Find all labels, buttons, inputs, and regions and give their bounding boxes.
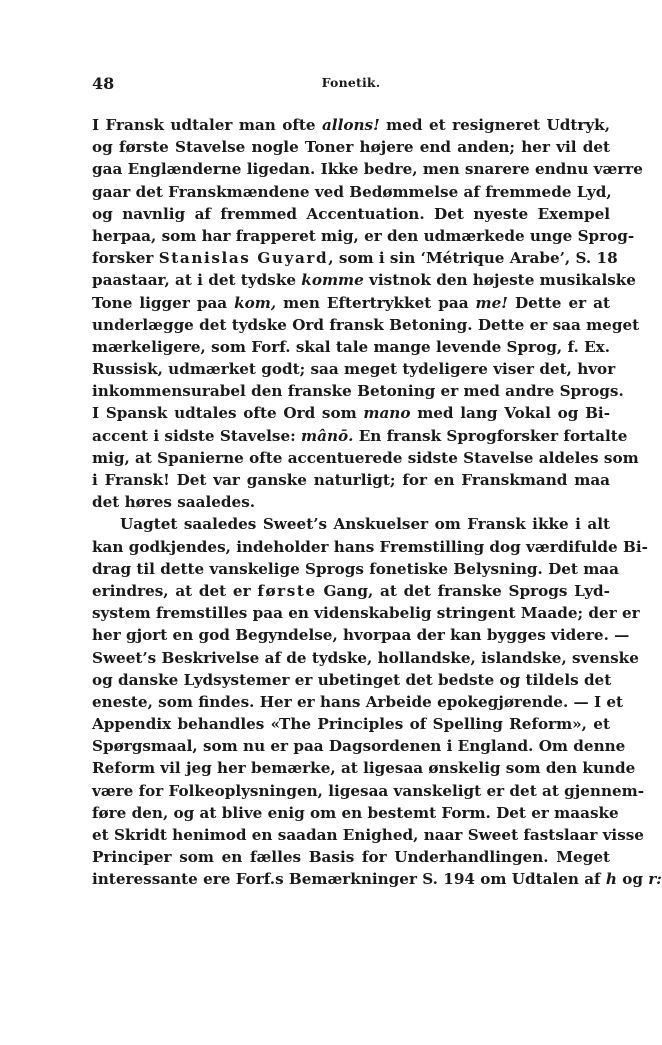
text-line (92, 735, 626, 757)
text-segment: det høres saaledes. (92, 493, 256, 512)
text-segment: og første Stavelse nogle Toner højere end anden; her vil det (92, 138, 610, 157)
text-segment: med lang Vokal og Bi- (410, 404, 610, 423)
paragraph (92, 114, 643, 513)
text-segment: gaa Englænderne ligedan. Ikke bedre, men snarere endnu værre (92, 160, 643, 179)
text-line (92, 402, 610, 424)
text-segment: gaar det Franskmændene ved Bedømmelse af fremmede Lyd, (92, 182, 612, 201)
text-line (92, 580, 610, 602)
text-segment: I Fransk udtaler man ofte (92, 116, 322, 134)
text-segment: herpaa, som har frapperet mig, er den udmærkede unge Sprog- (92, 226, 635, 245)
text-line (92, 425, 628, 447)
italic-text: h (605, 870, 617, 889)
text-segment: system fremstilles paa en videnskabelig stringent Maade; der er (92, 604, 640, 623)
text-line (92, 602, 640, 624)
text-line (92, 780, 645, 802)
text-segment: Reform vil jeg her bemærke, at ligesaa ønskelig som den kunde (92, 759, 636, 778)
text-segment: med et resigneret Udtryk, (379, 116, 610, 134)
text-segment: inkommensurabel den franske Betoning er med andre Sprogs. (92, 382, 624, 401)
italic-text: r: (648, 870, 662, 889)
text-segment: men Eftertrykket paa (276, 293, 476, 312)
text-line (92, 846, 610, 868)
running-title: Fonetik. (321, 75, 381, 90)
text-segment: Appendix behandles «The Principles of Spelling Reform», et (92, 715, 610, 734)
text-segment: drag til dette vanskelige Sprogs fonetiske Belysning. Det maa (92, 559, 619, 578)
text-line (92, 269, 636, 291)
text-line (92, 513, 610, 535)
text-line (92, 691, 624, 713)
spaced-text: første (257, 581, 317, 600)
paragraph (92, 513, 662, 890)
italic-text: mânō. (301, 426, 354, 445)
text-line (92, 114, 610, 136)
italic-text: kom, (234, 293, 277, 312)
text-line (92, 802, 619, 824)
body-text (92, 114, 662, 891)
page-number: 48 (92, 74, 115, 93)
text-segment: Spørgsmaal, som nu er paa Dagsordenen i England. Om denne (92, 737, 626, 756)
text-segment: paastaar, at i det tydske (92, 271, 302, 290)
text-segment: , som i sin ‘Métrique Arabe’, S. 18 (328, 249, 618, 268)
text-segment: her gjort en god Begyndelse, hvorpaa der kan bygges videre. — (92, 626, 630, 645)
text-segment: eneste, som findes. Her er hans Arbeide epokegjørende. — I et (92, 692, 624, 711)
text-segment: interessante ere Forf.s Bemærkninger S. 194 om Udtalen af (92, 870, 606, 889)
text-segment: Gang, at det franske Sprogs Lyd- (316, 581, 610, 600)
text-segment: Sweet’s Beskrivelse af de tydske, hollandske, islandske, svenske (92, 648, 639, 667)
text-line (92, 358, 616, 380)
text-segment: accent i sidste Stavelse: (92, 426, 302, 445)
text-segment: og navnlig af fremmed Accentuation. Det nyeste Exempel (92, 204, 610, 223)
text-segment: mig, at Spanierne ofte accentuerede sidste Stavelse aldeles som (92, 448, 639, 467)
text-line (92, 558, 619, 580)
text-line (92, 181, 610, 203)
text-line (92, 469, 610, 491)
text-line (92, 624, 630, 646)
text-line (92, 647, 639, 669)
italic-text: me! (475, 293, 508, 312)
text-line (92, 292, 610, 314)
text-line (92, 536, 648, 558)
italic-text: mano (363, 404, 411, 423)
text-line (92, 447, 639, 469)
spaced-text: Stanislas Guyard (158, 249, 329, 268)
text-line (92, 380, 624, 402)
text-segment: Tone ligger paa (92, 293, 235, 312)
text-segment: et Skridt henimod en saadan Enighed, naar Sweet fastslaar visse (92, 826, 644, 844)
text-segment: og danske Lydsystemer er ubetinget det bedste og tildels det (92, 670, 612, 689)
text-segment: være for Folkeoplysningen, ligesaa vanskeligt er det at gjennem- (92, 781, 645, 800)
text-line (92, 158, 643, 180)
text-line (92, 336, 610, 358)
text-segment: vistnok den højeste musikalske (363, 271, 636, 290)
text-line (92, 491, 610, 513)
text-line (92, 824, 644, 846)
text-segment: En fransk Sprogforsker fortalte (353, 426, 628, 445)
text-line (92, 203, 610, 225)
text-segment: Principer som en fælles Basis for Underhandlingen. Meget (92, 848, 610, 867)
text-segment: Dette er at (507, 293, 610, 312)
text-line (92, 669, 610, 691)
page-header (92, 74, 610, 98)
text-segment: i Fransk! Det var ganske naturligt; for en Franskmand maa (92, 471, 610, 489)
text-segment: og (616, 870, 649, 889)
text-line (92, 868, 662, 890)
text-segment: underlægge det tydske Ord fransk Betoning. Dette er saa meget (92, 315, 640, 334)
text-segment: føre den, og at blive enig om en bestemt Form. Det er maaske (92, 803, 619, 822)
text-segment: mærkeligere, som Forf. skal tale mange levende Sprog, f. Ex. (92, 337, 610, 356)
text-segment: I Spansk udtales ofte Ord som (92, 404, 364, 423)
text-line (92, 247, 618, 269)
text-segment: Russisk, udmærket godt; saa meget tydeligere viser det, hvor (92, 360, 616, 379)
text-segment: erindres, at det er (92, 581, 258, 600)
italic-text: komme (301, 271, 364, 290)
italic-text: allons! (321, 116, 380, 134)
text-segment: Uagtet saaledes Sweet’s Anskuelser om Fransk ikke i alt (120, 515, 610, 534)
text-line (92, 225, 635, 247)
text-line (92, 136, 610, 158)
text-line (92, 757, 636, 779)
text-segment: forsker (92, 249, 159, 268)
text-line (92, 713, 610, 735)
text-line (92, 314, 640, 336)
text-segment: kan godkjendes, indeholder hans Fremstilling dog værdifulde Bi- (92, 537, 648, 556)
